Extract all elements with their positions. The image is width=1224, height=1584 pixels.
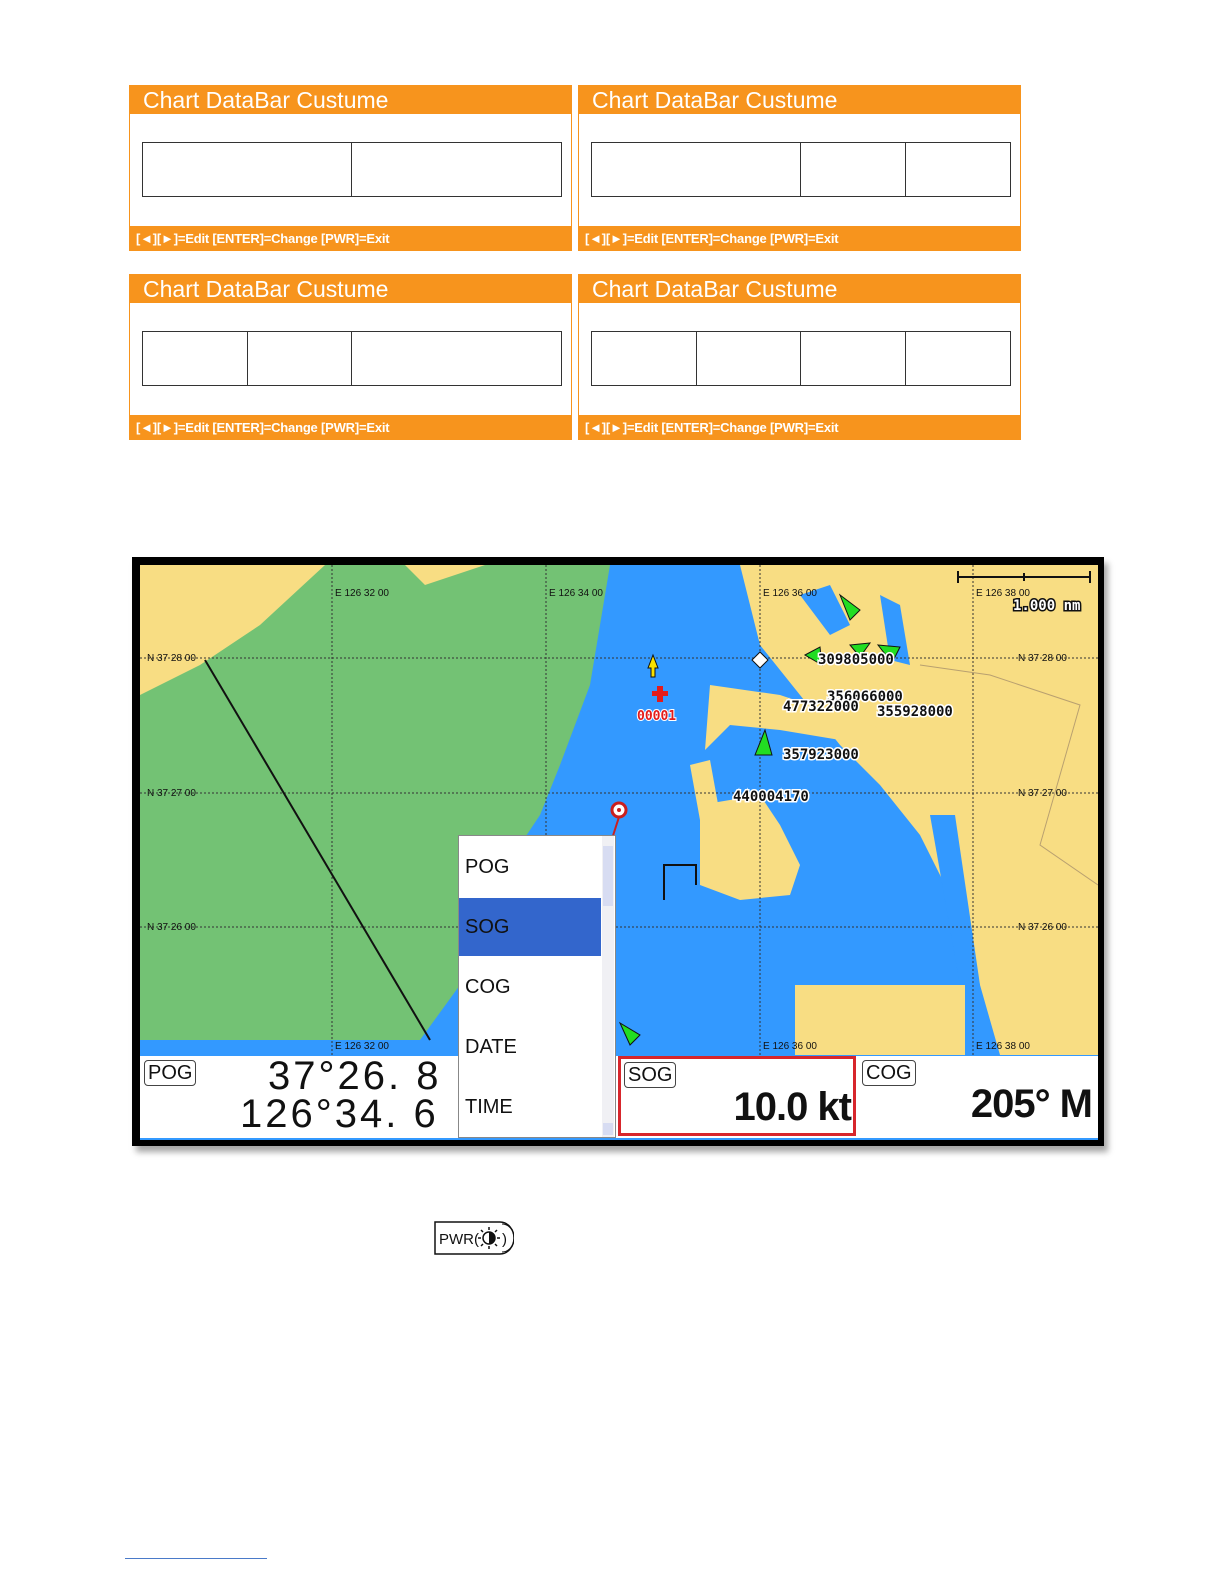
layout-cell[interactable]	[143, 143, 352, 196]
cog-field[interactable]	[858, 1056, 1098, 1138]
chart-databar	[140, 1056, 1098, 1138]
layout-cell[interactable]	[592, 332, 697, 385]
menu-item-cog[interactable]: COG	[465, 976, 511, 998]
lat-label: N 37 27 00	[147, 788, 196, 799]
cog-value: 205° M	[970, 1082, 1092, 1126]
layout-cell[interactable]	[143, 332, 248, 385]
menu-scroll-thumb[interactable]	[603, 846, 613, 906]
pog-lon-value: 126°34. 6	[240, 1092, 439, 1136]
databar-custom-panel-4	[578, 274, 1021, 440]
panel-title: Chart DataBar Custume	[130, 86, 571, 114]
sog-value: 10.0 kt	[733, 1085, 851, 1129]
pog-tag: POG	[144, 1060, 196, 1086]
lon-label: E 126 34 00	[549, 588, 603, 599]
databar-layout-3[interactable]	[591, 142, 1011, 197]
land-area	[795, 985, 965, 1055]
lon-label: E 126 36 00	[763, 588, 817, 599]
ais-label: 440004170	[733, 789, 809, 805]
lon-label: E 126 38 00	[976, 588, 1030, 599]
sog-tag: SOG	[624, 1062, 676, 1088]
footer-link-underline	[125, 1558, 267, 1559]
panel-title: Chart DataBar Custume	[579, 86, 1020, 114]
panel-footer: [◄][►]=Edit [ENTER]=Change [PWR]=Exit	[130, 415, 571, 439]
panel-title: Chart DataBar Custume	[579, 275, 1020, 303]
databar-layout-4[interactable]	[591, 331, 1011, 386]
panel-footer: [◄][►]=Edit [ENTER]=Change [PWR]=Exit	[579, 415, 1020, 439]
lat-label: N 37 27 00	[1018, 788, 1067, 799]
ais-label: 477322000	[783, 699, 859, 715]
ais-label: 355928000	[877, 704, 953, 720]
panel-title: Chart DataBar Custume	[130, 275, 571, 303]
lat-label: N 37 26 00	[147, 922, 196, 933]
menu-item-sog[interactable]: SOG	[459, 898, 601, 956]
layout-cell[interactable]	[592, 143, 801, 196]
lat-label: N 37 28 00	[1018, 653, 1067, 664]
lon-label: E 126 38 00	[976, 1041, 1030, 1052]
svg-text:): )	[502, 1231, 507, 1248]
lat-label: N 37 26 00	[1018, 922, 1067, 933]
layout-cell[interactable]	[906, 332, 1011, 385]
menu-item-date[interactable]: DATE	[465, 1036, 517, 1058]
chart-plotter-screen	[132, 557, 1104, 1146]
menu-scroll-arrow[interactable]	[603, 1123, 613, 1135]
lon-label: E 126 36 00	[763, 1041, 817, 1052]
layout-cell[interactable]	[906, 143, 1011, 196]
menu-item-pog[interactable]: POG	[465, 856, 510, 878]
databar-custom-panel-2	[129, 85, 572, 251]
scale-label: 1.000 nm	[1013, 598, 1081, 614]
layout-cell[interactable]	[801, 143, 906, 196]
lon-label: E 126 32 00	[335, 1041, 389, 1052]
field-select-dropdown[interactable]	[458, 835, 616, 1138]
layout-cell[interactable]	[352, 143, 561, 196]
layout-cell[interactable]	[801, 332, 906, 385]
databar-custom-panel-3	[578, 85, 1021, 251]
lat-label: N 37 28 00	[147, 653, 196, 664]
menu-item-time[interactable]: TIME	[465, 1096, 513, 1118]
layout-cell[interactable]	[697, 332, 802, 385]
sog-field[interactable]	[618, 1056, 856, 1136]
layout-cell[interactable]	[248, 332, 353, 385]
pog-lat-value: 37°26. 8	[268, 1054, 442, 1098]
databar-custom-panel-3b	[129, 274, 572, 440]
pwr-key-icon	[434, 1220, 514, 1256]
panel-footer: [◄][►]=Edit [ENTER]=Change [PWR]=Exit	[579, 226, 1020, 250]
layout-cell[interactable]	[352, 332, 561, 385]
lon-label: E 126 32 00	[335, 588, 389, 599]
own-ship-label: 00001	[637, 709, 677, 724]
databar-layout-2[interactable]	[142, 142, 562, 197]
pwr-key-label: PWR(	[439, 1231, 479, 1248]
ais-label: 356066000	[827, 689, 903, 705]
panel-footer: [◄][►]=Edit [ENTER]=Change [PWR]=Exit	[130, 226, 571, 250]
cog-tag: COG	[862, 1060, 916, 1086]
ais-label: 357923000	[783, 747, 859, 763]
databar-layout-3b[interactable]	[142, 331, 562, 386]
ais-label: 309805000	[818, 652, 894, 668]
